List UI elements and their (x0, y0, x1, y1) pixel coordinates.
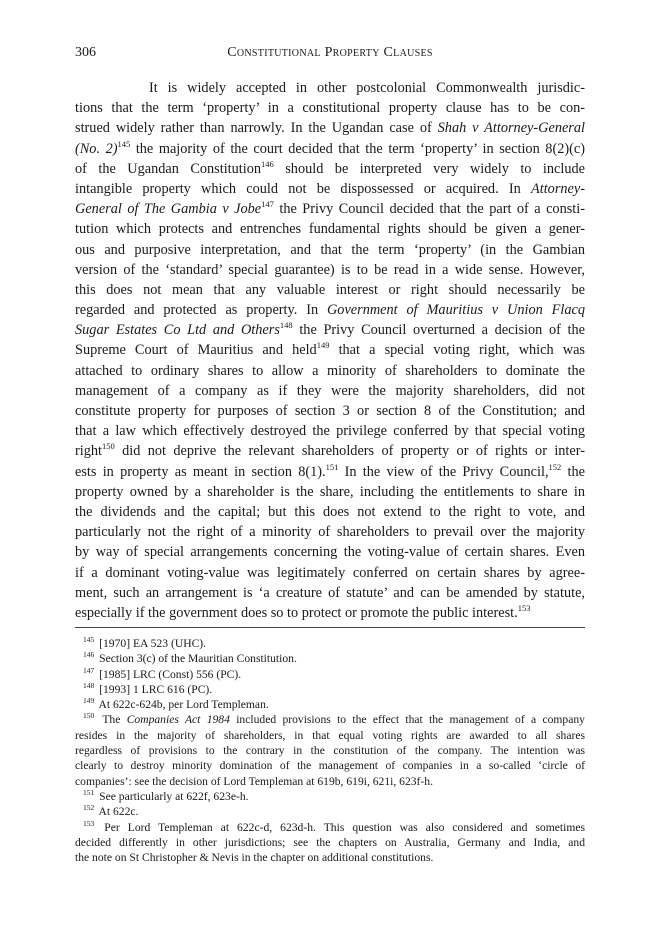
italic-text: (No. 2) (75, 140, 118, 157)
text-run: resides in the majority of shareholders, in that equal voting rights are awarded to all shares (75, 728, 585, 742)
text-run: decided differently in other jurisdictions; see the chapters on Australia, Germany and India, and (75, 835, 585, 849)
body-line (75, 381, 585, 401)
text-run: that a law which effectively destroyed the privilege conferred by that special voting (75, 423, 585, 440)
footnote-marker: 146 (83, 650, 95, 660)
text-run: by way of special arrangements concerning the voting-value of certain shares. Even (75, 544, 585, 561)
footnote-marker: 150 (83, 711, 95, 721)
text-run: Section 3(c) of the Mauritian Constitution. (96, 652, 297, 666)
footnote-marker: 152 (83, 803, 95, 813)
footnote-marker: 153 (517, 602, 531, 613)
footnote-marker: 145 (83, 635, 95, 644)
text-run: ment, such an arrangement is ‘a creature of statute’ and can be amended by statute, (75, 584, 585, 601)
text-run: intangible property which could not be dispossessed or acquired. In (75, 180, 531, 197)
text-run: At 622c. (96, 805, 139, 819)
body-line (75, 139, 585, 159)
footnote-line (75, 651, 585, 666)
footnote-marker: 145 (117, 138, 131, 149)
text-run: the majority of the court decided that the term ‘property’ in section 8(2)(c) (130, 140, 585, 157)
text-run: [1985] LRC (Const) 556 (PC). (96, 667, 242, 681)
body-paragraph (75, 78, 585, 623)
footnote-line (75, 697, 585, 712)
body-line (75, 159, 585, 179)
footnote-separator (75, 627, 585, 628)
body-line (75, 179, 585, 199)
body-line (75, 603, 585, 623)
body-line (75, 78, 585, 98)
running-head: Constitutional Property Clauses (227, 45, 433, 60)
text-run: strued widely rather than narrowly. In the Ugandan case of (75, 120, 438, 137)
body-line (75, 583, 585, 603)
text-run: of the Ugandan Constitution (75, 160, 262, 177)
text-run: management of a company as if they were the majority shareholders, did not (75, 382, 585, 399)
text-run: ests in property as meant in section 8(1). (75, 463, 326, 480)
body-line (75, 260, 585, 280)
text-run: the dividends and the capital; but this does not extend to the right to vote, and (75, 503, 585, 520)
text-run: did not deprive the relevant shareholders of property or of rights or inter- (114, 443, 585, 460)
footnote-line (75, 728, 585, 743)
text-run: if a dominant voting-value was legitimately conferred on certain shares by agree- (75, 564, 585, 581)
footnote-marker: 150 (102, 441, 115, 452)
italic-text: Attorney- (531, 180, 585, 197)
body-line (75, 462, 585, 482)
footnote-marker: 152 (548, 461, 562, 472)
text-run: The (96, 713, 127, 727)
text-run: tution which protects and entrenches fundamental rights should be given a gener- (75, 221, 585, 238)
italic-text: Government of Mauritius v Union Flacq (326, 302, 585, 319)
body-line (75, 522, 585, 542)
body-line (75, 98, 585, 118)
footnote-line (75, 667, 585, 682)
text-run: At 622c-624b, per Lord Templeman. (96, 698, 269, 712)
text-run: regarded and protected as property. In (75, 302, 327, 319)
footnote-line (75, 804, 585, 819)
page-number: 306 (75, 45, 96, 60)
text-run: included provisions to the effect that the management of a company (229, 713, 585, 727)
text-run: version of the ‘standard’ special guarantee) is to be read in a wide sense. However, (75, 261, 585, 278)
text-run: the note on St Christopher & Nevis in the chapter on additional constitutions. (75, 851, 434, 865)
footnote-marker: 147 (261, 199, 274, 210)
text-run: [1970] EA 523 (UHC). (96, 637, 207, 650)
footnote-line (75, 835, 585, 850)
footnote-line (75, 789, 585, 804)
body-line (75, 300, 585, 320)
body-line (75, 280, 585, 300)
text-run: right (75, 443, 103, 460)
body-line (75, 219, 585, 239)
text-run: property owned by a shareholder is the share, including the entitlements to share in (75, 483, 585, 500)
body-line (75, 118, 585, 138)
body-line (75, 482, 585, 502)
italic-text: Companies Act 1984 (126, 713, 230, 727)
footnote-line (75, 712, 585, 727)
body-line (75, 563, 585, 583)
text-run: that a special voting right, which was (329, 342, 585, 359)
body-line (75, 361, 585, 381)
italic-text: Shah v Attorney-General (437, 120, 585, 137)
italic-text: General of The Gambia v Jobe (75, 201, 262, 218)
text-run: the Privy Council decided that the part of a consti- (273, 201, 585, 218)
body-line (75, 441, 585, 461)
italic-text: Sugar Estates Co Ltd and Others (75, 322, 280, 339)
text-run: the Privy Council overturned a decision of the (292, 322, 585, 339)
footnotes (75, 636, 585, 865)
footnote-marker: 153 (83, 818, 95, 828)
body-line (75, 340, 585, 360)
text-run: companies’: see the decision of Lord Templeman at 619b, 619i, 621i, 623f-h. (75, 774, 433, 788)
text-run: tions that the term ‘property’ in a constitutional property clause has to be con- (75, 100, 585, 117)
body-line (75, 401, 585, 421)
footnote-line (75, 774, 585, 789)
footnote-line (75, 850, 585, 865)
body-line (75, 320, 585, 340)
footnote-marker: 151 (83, 787, 95, 797)
text-run: especially if the government does so to protect or promote the public interest. (75, 604, 518, 621)
footnote-marker: 149 (316, 340, 330, 351)
text-run: regardless of provisions to the contrary in the constitution of the company. The intention was (75, 744, 585, 758)
body-line (75, 199, 585, 219)
text-run: clearly to destroy minority domination of the management of companies in a so-called ‘circle of (75, 759, 585, 773)
footnote-marker: 149 (83, 696, 95, 706)
footnote-line (75, 682, 585, 697)
body-line (75, 542, 585, 562)
text-run: [1993] 1 LRC 616 (PC). (96, 682, 213, 696)
footnote-marker: 148 (279, 320, 293, 331)
text-run: the (561, 463, 586, 480)
body-line (75, 240, 585, 260)
text-run: See particularly at 622f, 623e-h. (96, 789, 249, 803)
footnote-marker: 148 (83, 680, 95, 690)
page-header (75, 45, 585, 63)
footnote-line (75, 743, 585, 758)
text-run: ous and purposive interpretation, and that the term ‘property’ (in the Gambian (75, 241, 585, 258)
text-run: In the view of the Privy Council, (338, 463, 549, 480)
text-run: It is widely accepted in other postcolonial Commonwealth jurisdic- (149, 80, 585, 96)
footnote-line (75, 820, 585, 835)
footnote-line (75, 758, 585, 773)
text-run: constitute property for purposes of section 3 or section 8 of the Constitution; and (75, 403, 585, 419)
text-run: this does not mean that any valuable interest or right should necessarily be (75, 281, 585, 298)
text-run: should be interpreted very widely to include (273, 160, 585, 177)
body-line (75, 421, 585, 441)
footnote-marker: 151 (325, 461, 339, 472)
footnote-marker: 146 (261, 158, 274, 169)
text-run: attached to ordinary shares to allow a minority of shareholders to dominate the (75, 362, 585, 379)
text-run: Supreme Court of Mauritius and held (75, 342, 317, 359)
footnote-marker: 147 (83, 665, 95, 675)
text-run: particularly not the right of a minority of shareholders to prevail over the majority (75, 524, 585, 541)
text-run: Per Lord Templeman at 622c-d, 623d-h. This question was also considered and sometimes (96, 820, 585, 834)
footnote-line (75, 636, 585, 651)
body-line (75, 502, 585, 522)
